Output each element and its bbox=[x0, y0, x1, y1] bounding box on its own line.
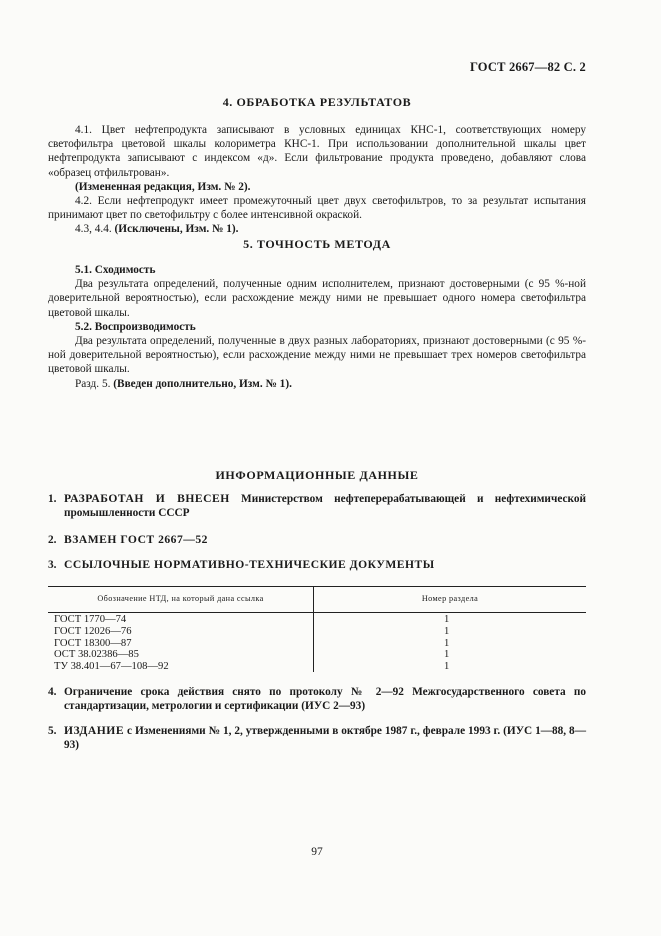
paragraph-4-1-note: (Измененная редакция, Изм. № 2). bbox=[75, 180, 251, 193]
paragraph-4-3-prefix: 4.3, 4.4. bbox=[75, 223, 112, 236]
table-top-rule bbox=[48, 586, 586, 587]
document-page bbox=[48, 0, 586, 936]
paragraph-4-3 bbox=[48, 222, 586, 236]
info-item-5-lead: ИЗДАНИЕ bbox=[64, 724, 125, 737]
table-row bbox=[54, 638, 586, 650]
table-cell-document: ТУ 38.401—67—108—92 bbox=[54, 661, 169, 673]
section-4-body bbox=[48, 123, 586, 237]
running-header: ГОСТ 2667—82 С. 2 bbox=[469, 60, 586, 74]
table-cell-document: ГОСТ 18300—87 bbox=[54, 637, 132, 649]
paragraph-5-1: Два результата определений, полученные одним исполнителем, признают достоверными (с 95 %-ной доверительной вероятностью), если расхождение между ними не превышает одного номера светофильтра цветовой шкалы. bbox=[48, 278, 586, 319]
info-title: ИНФОРМАЦИОННЫЕ ДАННЫЕ bbox=[215, 468, 419, 482]
info-item-2-number: 2. bbox=[48, 534, 57, 546]
info-item-2 bbox=[48, 533, 586, 547]
info-item-1-number: 1. bbox=[48, 493, 57, 505]
info-item-5-number: 5. bbox=[48, 725, 57, 737]
paragraph-4-1: 4.1. Цвет нефтепродукта записывают в условных единицах КНС-1, соответствующих номеру светофильтра цветовой шкалы колориметра КНС-1. При использовании дополнительной шкалы цвет нефтепродукта записывают с индексом «д». Если фильтрование продукта проведено, добавляют слова «образец отфильтрован». bbox=[48, 124, 586, 179]
paragraph-5-2: Два результата определений, полученные в двух разных лабораториях, признают достоверными (с 95 %-ной доверительной вероятностью), если расхождение между ними не превышает трех номеров светофильтра цветовой шкалы. bbox=[48, 335, 586, 376]
reference-documents-table bbox=[48, 586, 586, 672]
table-cell-document: ГОСТ 12026—76 bbox=[54, 625, 132, 637]
table-cell-section: 1 bbox=[444, 614, 450, 625]
section-5-note bbox=[48, 377, 586, 391]
table-cell-document: ОСТ 38.02386—85 bbox=[54, 649, 139, 661]
info-item-1 bbox=[48, 492, 586, 521]
info-item-2-text: ВЗАМЕН ГОСТ 2667—52 bbox=[64, 533, 208, 546]
info-item-4-number: 4. bbox=[48, 686, 57, 698]
table-row bbox=[54, 626, 586, 638]
info-item-1-lead: РАЗРАБОТАН И ВНЕСЕН bbox=[64, 492, 230, 505]
section-5-body bbox=[48, 263, 586, 391]
subsection-5-2-title: 5.2. Воспроизводимость bbox=[75, 320, 196, 333]
section-5-note-prefix: Разд. 5. bbox=[75, 377, 111, 390]
section-5-note-text: (Введен дополнительно, Изм. № 1). bbox=[113, 377, 292, 390]
table-header-section: Номер раздела bbox=[421, 594, 479, 603]
info-item-3-text: ССЫЛОЧНЫЕ НОРМАТИВНО-ТЕХНИЧЕСКИЕ ДОКУМЕНТЫ bbox=[64, 558, 435, 571]
table-header-document: Обозначение НТД, на который дана ссылка bbox=[97, 594, 264, 603]
info-item-3 bbox=[48, 558, 586, 572]
table-header-rule bbox=[48, 612, 586, 613]
table-body bbox=[54, 614, 586, 673]
subsection-5-1-title: 5.1. Сходимость bbox=[75, 264, 156, 276]
table-cell-section: 1 bbox=[444, 625, 450, 637]
paragraph-4-3-note: (Исключены, Изм. № 1). bbox=[114, 223, 239, 236]
table-cell-section: 1 bbox=[444, 649, 450, 661]
info-item-3-number: 3. bbox=[48, 559, 57, 571]
section-5-title: 5. ТОЧНОСТЬ МЕТОДА bbox=[243, 237, 391, 251]
info-item-5 bbox=[48, 724, 586, 753]
table-row bbox=[54, 649, 586, 661]
info-item-1-text: Министерством нефтеперерабатывающей и нефтехимической промышленности СССР bbox=[64, 493, 586, 520]
info-item-4-text: Ограничение срока действия снято по протоколу № 2—92 Межгосударственного совета по стандартизации, метрологии и сертификации (ИУС 2—93) bbox=[64, 686, 586, 713]
table-cell-document: ГОСТ 1770—74 bbox=[54, 614, 127, 625]
section-4-title: 4. ОБРАБОТКА РЕЗУЛЬТАТОВ bbox=[222, 95, 412, 109]
paragraph-4-2: 4.2. Если нефтепродукт имеет промежуточный цвет двух светофильтров, то за результат испытания принимают цвет по светофильтру с более интенсивной окраской. bbox=[48, 195, 586, 222]
table-cell-section: 1 bbox=[444, 661, 450, 673]
table-cell-section: 1 bbox=[444, 637, 450, 649]
table-row bbox=[54, 661, 586, 673]
page-number: 97 bbox=[311, 846, 323, 858]
table-row bbox=[54, 614, 586, 626]
info-item-5-text: с Изменениями № 1, 2, утвержденными в октябре 1987 г., феврале 1993 г. (ИУС 1—88, 8—93) bbox=[64, 725, 587, 752]
info-item-4 bbox=[48, 685, 586, 714]
